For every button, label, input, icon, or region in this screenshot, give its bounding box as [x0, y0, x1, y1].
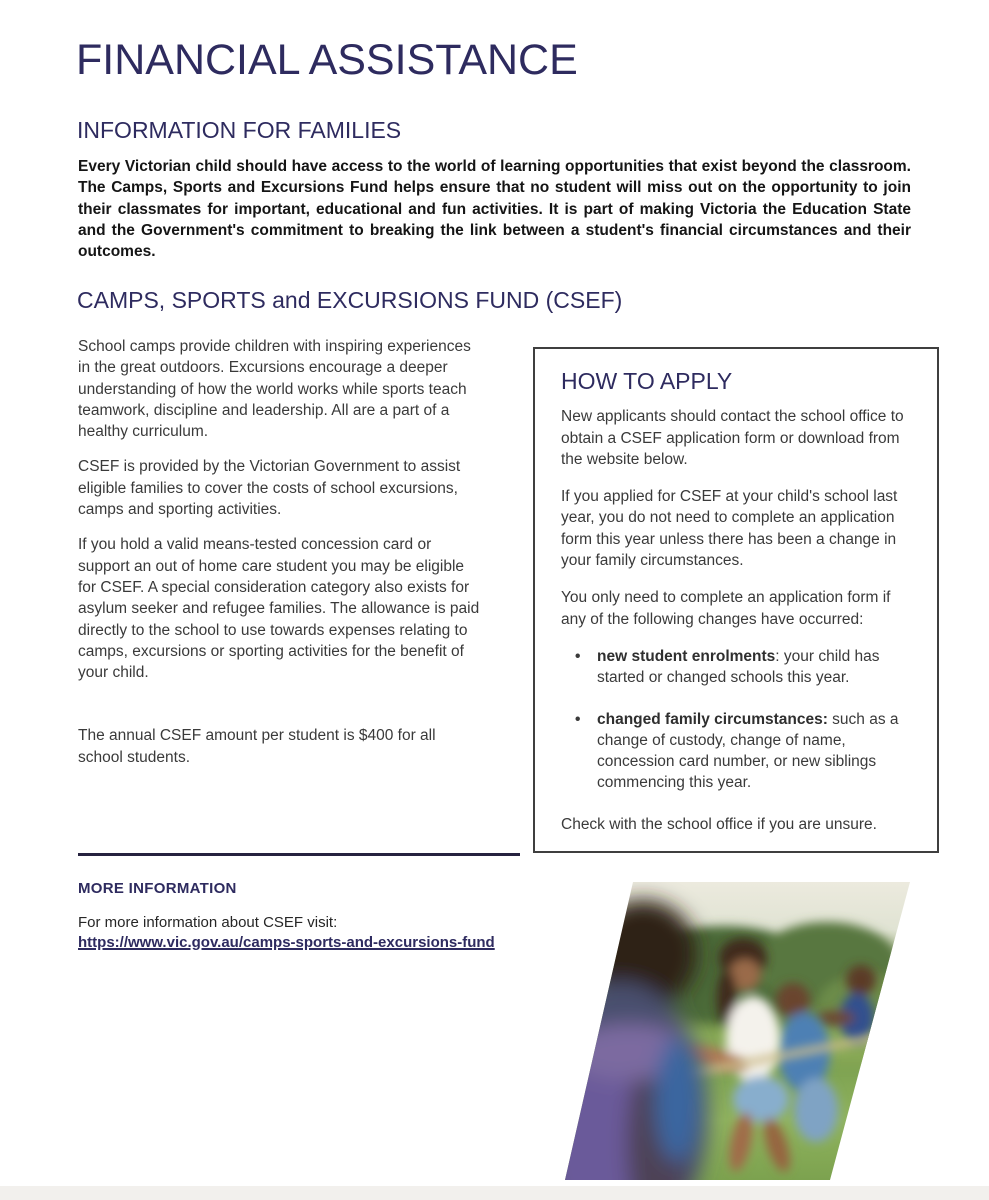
more-information-section: [78, 880, 538, 952]
apply-paragraph-new-applicants: New applicants should contact the school office to obtain a CSEF application form or download from the website below.: [561, 408, 904, 468]
how-to-apply-box: [533, 347, 939, 853]
csef-website-link[interactable]: https://www.vic.gov.au/camps-sports-and-excursions-fund: [78, 934, 495, 951]
more-information-heading: MORE INFORMATION: [78, 880, 237, 897]
list-item-changed-circumstances: [561, 709, 911, 794]
csef-paragraph-provided: CSEF is provided by the Victorian Government to assist eligible families to cover the costs of school excursions, camps and sporting activities.: [78, 458, 461, 519]
page-bottom-edge: [0, 1186, 989, 1200]
apply-changes-list: [561, 646, 911, 794]
apply-paragraph-last-year: If you applied for CSEF at your child's school last year, you do not need to complete an application form this year unless there has been a change in your family circumstances.: [561, 488, 898, 570]
section-heading-information-for-families: INFORMATION FOR FAMILIES: [77, 117, 402, 143]
intro-paragraph: Every Victorian child should have access to the world of learning opportunities that exist beyond the classroom. The Camps, Sports and Excursions Fund helps ensure that no student will miss out on the opportunity to join their classmates for important, educational and fun activities. It is part of making Victoria the Education State and the Government's commitment to breaking the link between a student's financial circumstances and their outcomes.: [78, 158, 911, 261]
csef-left-column: [78, 336, 484, 782]
section-heading-csef: CAMPS, SPORTS and EXCURSIONS FUND (CSEF): [77, 287, 623, 313]
csef-paragraph-eligibility: If you hold a valid means-tested concession card or support an out of home care student you may be eligible for CSEF. A special consideration category also exists for asylum seeker and refugee families. The allowance is paid directly to the school to use towards expenses relating to camps, excursions or sporting activities for the benefit of your child.: [78, 536, 480, 682]
list-item-text: : your child has started or changed schools this year.: [597, 647, 880, 687]
list-item-bold-text: new student enrolments: [597, 647, 776, 665]
how-to-apply-heading: HOW TO APPLY: [561, 368, 733, 394]
section-divider: [78, 853, 520, 856]
list-item-bold-text: changed family circumstances:: [597, 710, 828, 728]
list-item-new-enrolments: [561, 646, 911, 689]
bullet-icon: •: [575, 647, 581, 665]
apply-footer-note: Check with the school office if you are unsure.: [561, 815, 877, 833]
apply-paragraph-changes: You only need to complete an application form if any of the following changes have occurred:: [561, 589, 891, 628]
bullet-icon: •: [575, 710, 581, 728]
csef-paragraph-annual-amount: The annual CSEF amount per student is $400 for all school students.: [78, 727, 436, 766]
list-item-text: such as a change of custody, change of name, concession card number, or new siblings commencing this year.: [597, 710, 899, 792]
csef-paragraph-camps: School camps provide children with inspiring experiences in the great outdoors. Excursions encourage a deeper understanding of how the world works while sports teach teamwork, discipline and leadership. All are a part of a healthy curriculum.: [78, 338, 471, 441]
more-information-text: For more information about CSEF visit:: [78, 914, 338, 931]
tug-of-war-photo: [565, 882, 910, 1180]
page-title: FINANCIAL ASSISTANCE: [76, 36, 578, 84]
